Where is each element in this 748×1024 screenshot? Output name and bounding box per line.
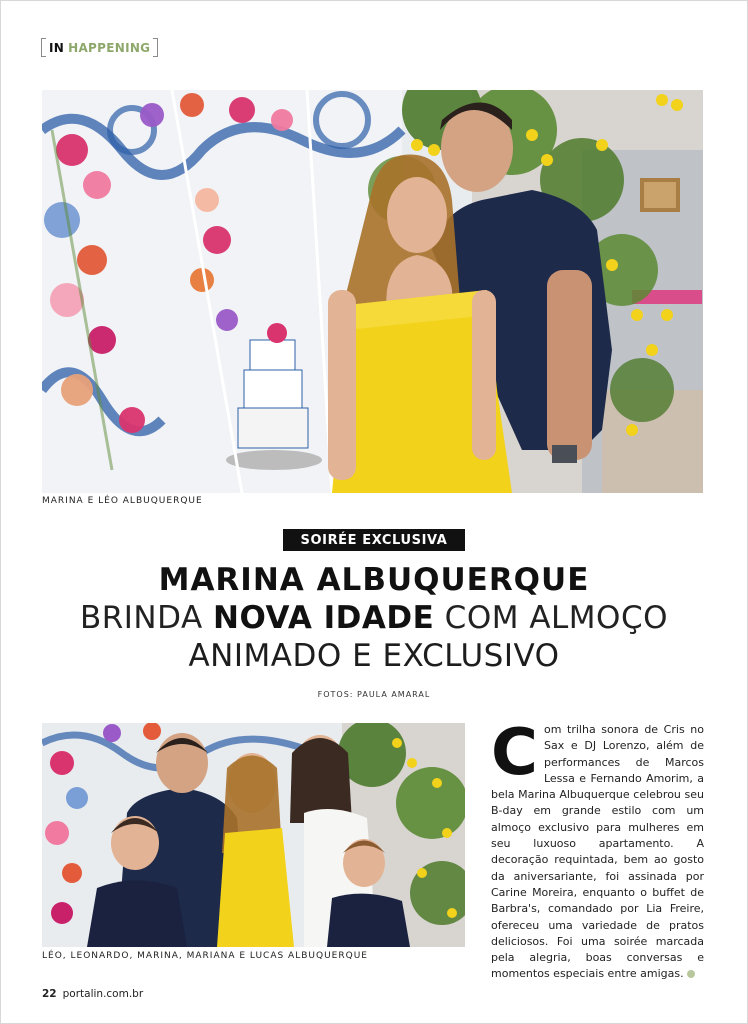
footer-site: portalin.com.br [62,988,144,1000]
headline-line-1: MARINA ALBUQUERQUE [158,562,590,598]
bracket-left [41,38,46,57]
page-number: 22 [42,988,57,1000]
headline-line-2-part-a: BRINDA [79,600,214,636]
drop-cap: C [491,716,538,790]
section-in-label: IN [49,40,65,55]
headline-line-3: ANIMADO E EXCLUSIVO [188,638,560,674]
photo-credit: FOTOS: PAULA AMARAL [317,690,431,699]
article-body [491,716,704,983]
bracket-right [153,38,158,57]
photo-couple-caption: MARINA E LÉO ALBUQUERQUE [42,496,203,506]
page-footer [42,988,143,1000]
article-body-text: om trilha sonora de Cris no Sax e DJ Lorenzo, além de performances de Marcos Lessa e Fernando Amorim, a bela Marina Albuquerque celebrou seu B-day em grande estilo com um almoço exclusivo para mulheres em seu luxuoso apartamento. A decoração requintada, bem ao gosto da aniversariante, foi assinada por Carine Moreira, enquanto o buffet de Barbra's, comandado por Lia Freire, ofereceu uma variedade de pratos deliciosos. Foi uma soirée marcada pela alegria, boas conversas e momentos especiais entre amigas. [491,723,704,981]
kicker-label: SOIRÉE EXCLUSIVA [283,529,465,551]
photo-family-caption: LÉO, LEONARDO, MARINA, MARIANA E LUCAS ALBUQUERQUE [42,951,368,961]
section-name-label: HAPPENING [68,40,151,55]
photo-family [42,723,465,947]
headline-line-2 [0,600,748,636]
end-mark-icon [687,970,695,978]
section-tag [41,38,158,57]
headline-line-2-part-c: COM ALMOÇO [434,600,668,636]
headline-line-2-emphasis: NOVA IDADE [213,600,435,636]
photo-couple [42,90,703,493]
